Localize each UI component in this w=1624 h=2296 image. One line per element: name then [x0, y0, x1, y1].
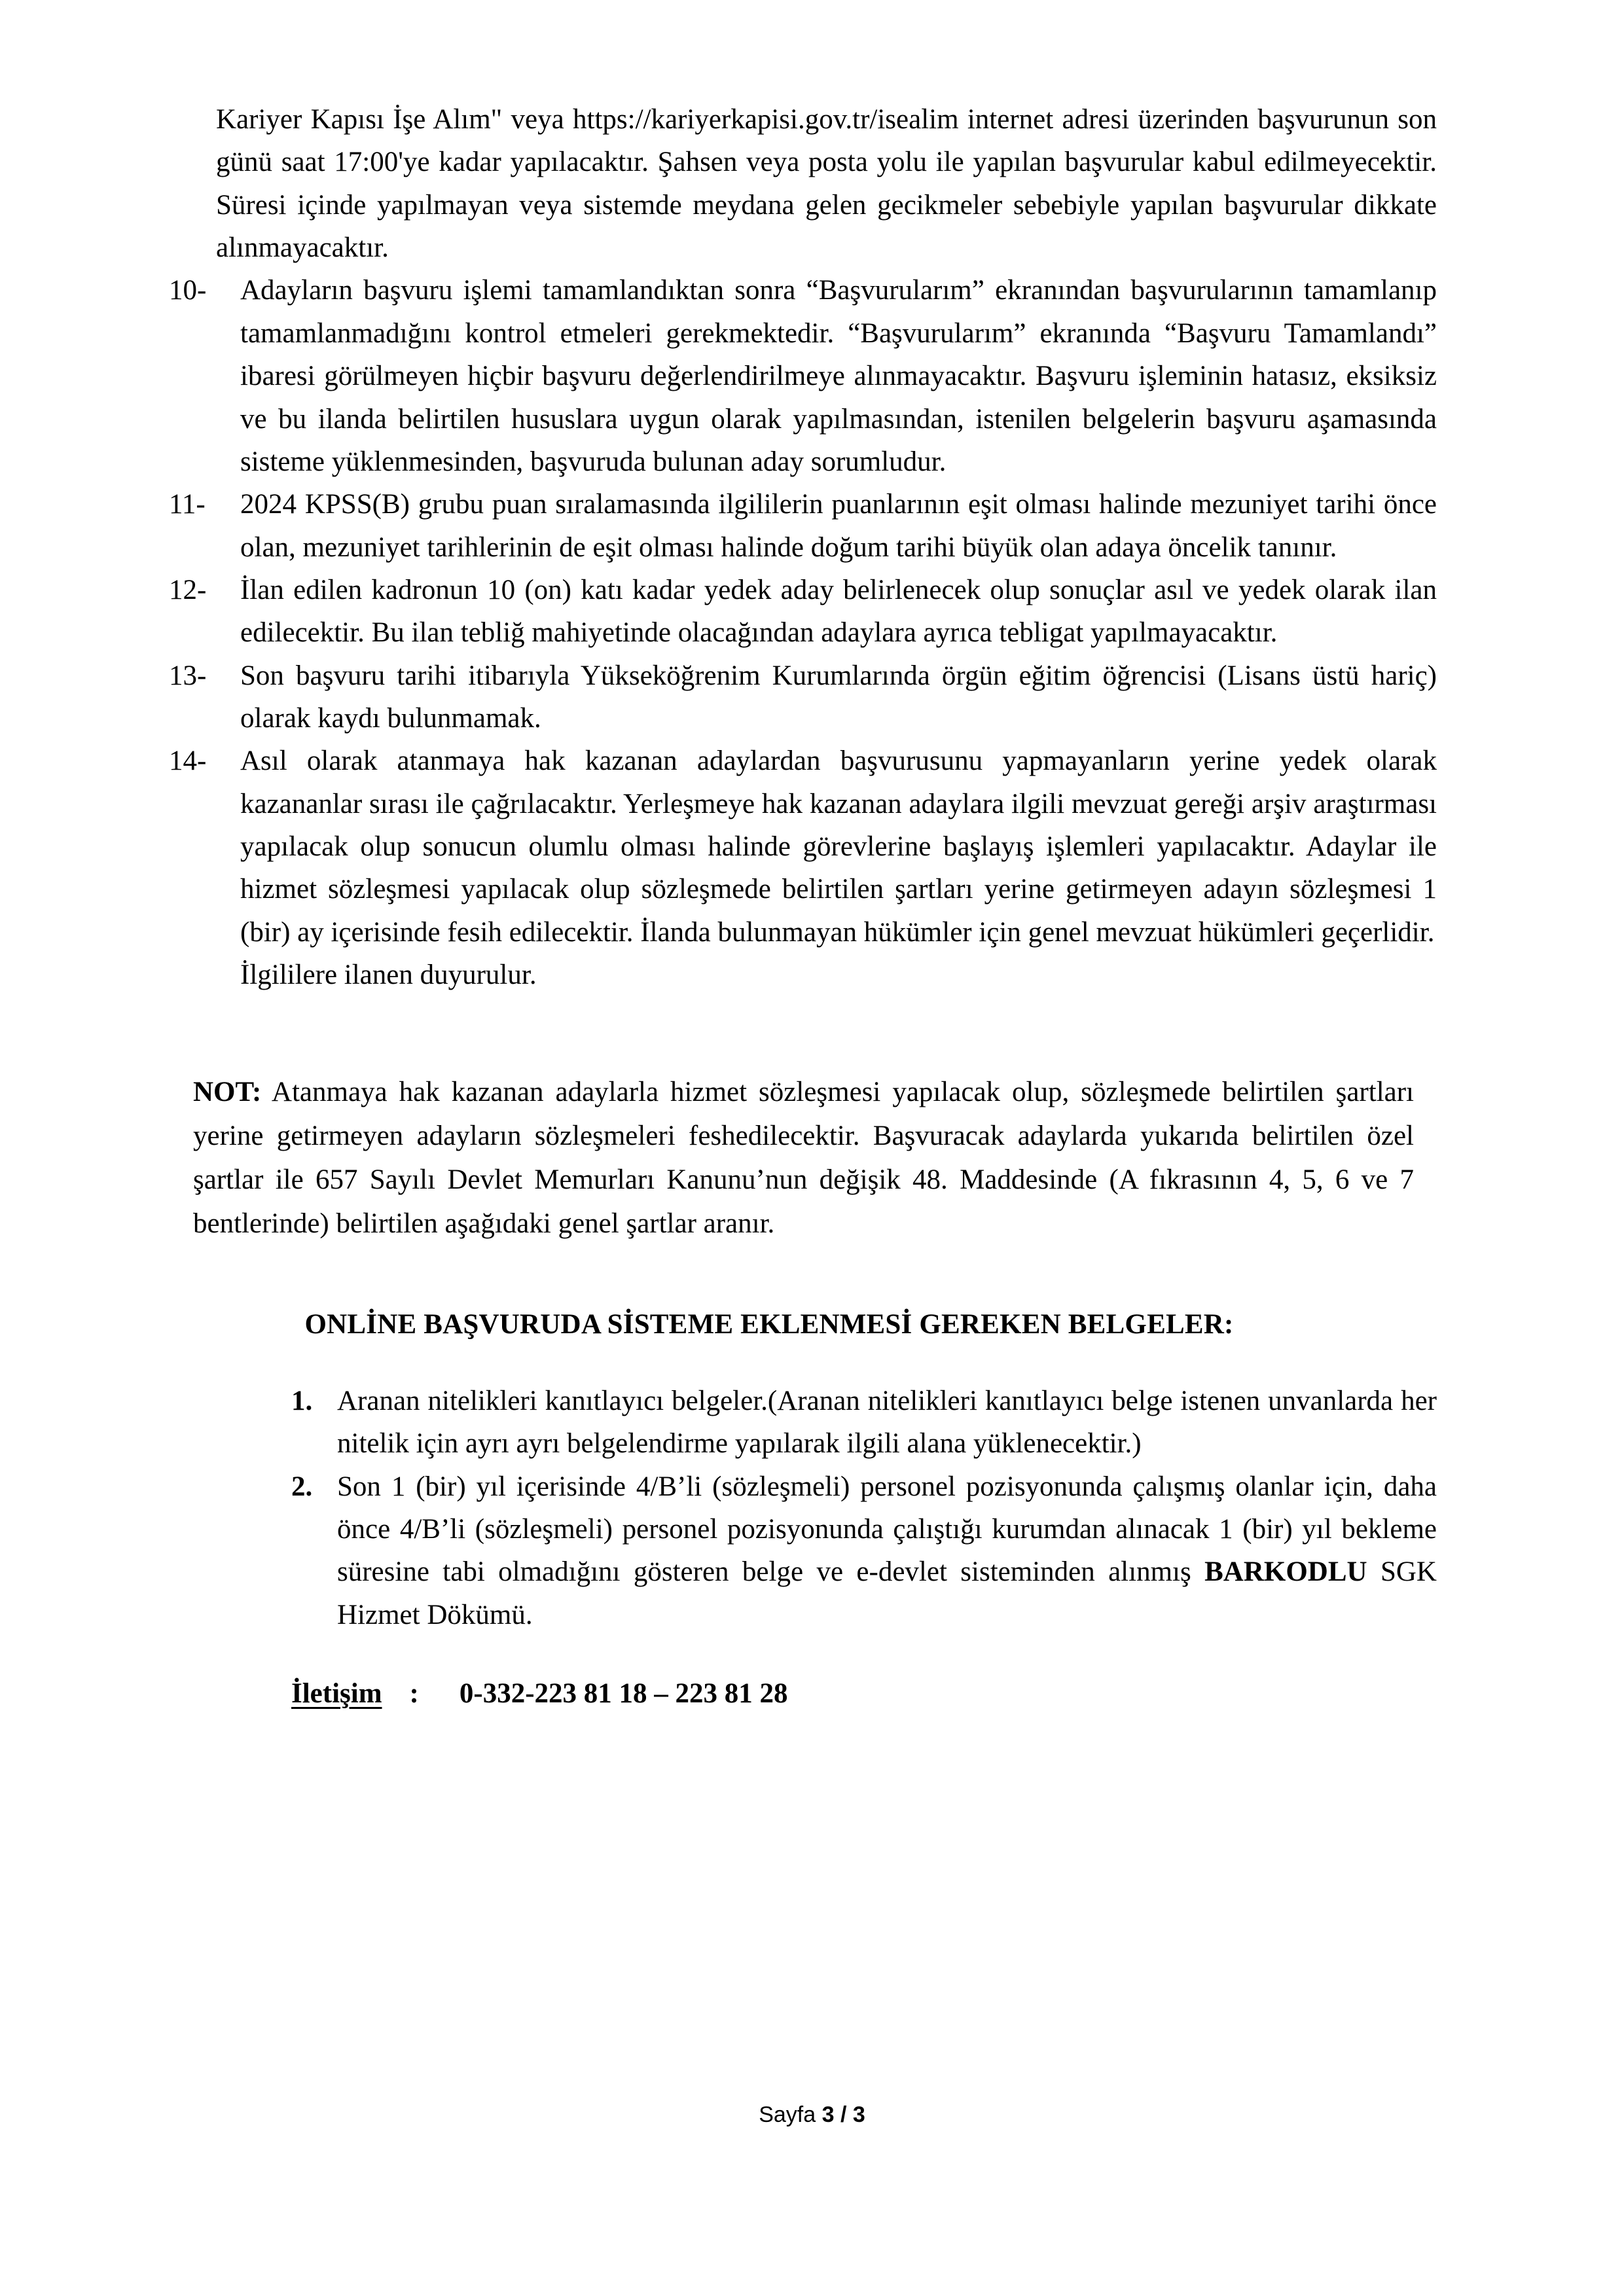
list-item-text: Aranan nitelikleri kanıtlayıcı belgeler.(Aranan nitelikleri kanıtlayıcı belge istenen unvanlarda her nitelik için ayrı ayrı belgelendirme yapılarak ilgili alana yüklenecektir.) — [337, 1385, 1437, 1460]
documents-heading: ONLİNE BAŞVURUDA SİSTEME EKLENMESİ GEREKEN BELGELER: — [304, 1308, 1234, 1340]
footer-prefix: Sayfa — [759, 2102, 822, 2127]
contact-phone-number: 0-332-223 81 18 – 223 81 28 — [459, 1678, 788, 1710]
list-item-text: Son başvuru tarihi itibarıyla Yükseköğrenim Kurumlarında örgün eğitim öğrencisi (Lisans üstü hariç) olarak kaydı bulunmamak. — [240, 660, 1437, 734]
barcoded-emphasis: BARKODLU — [1204, 1556, 1367, 1588]
document-content — [169, 98, 1437, 1715]
list-marker: 11- — [169, 489, 206, 520]
contact-separator: : — [409, 1678, 419, 1710]
list-item — [291, 1465, 1437, 1636]
list-marker: 2. — [291, 1471, 313, 1502]
list-item-text: 2024 KPSS(B) grubu puan sıralamasında ilgililerin puanlarının eşit olması halinde mezuniyet tarihi önce olan, mezuniyet tarihlerinin de eşit olması halinde doğum tarihi büyük olan adaya öncelik tanınır. — [240, 489, 1437, 563]
conditions-list — [169, 269, 1437, 996]
list-marker: 12- — [169, 574, 207, 605]
list-item-text: Adayların başvuru işlemi tamamlandıktan sonra “Başvurularım” ekranından başvurularının tamamlanıp tamamlanmadığını kontrol etmeleri gerekmektedir. “Başvurularım” ekranında “Başvuru Tamamlandı” ibaresi görülmeyen hiçbir başvuru değerlendirilmeye alınmayacaktır. Başvuru işleminin hatasız, eksiksiz ve bu ilanda belirtilen hususlara uygun olarak yapılmasından, istenilen belgelerin başvuru aşamasında sisteme yüklenmesinden, başvuruda bulunan aday sorumludur. — [240, 275, 1437, 477]
note-text: Atanmaya hak kazanan adaylarla hizmet sözleşmesi yapılacak olup, sözleşmede belirtilen şartları yerine getirmeyen adayların sözleşmeleri feshedilecektir. Başvuracak adaylarda yukarıda belirtilen özel şartlar ile 657 Sayılı Devlet Memurları Kanunu’nun değişik 48. Maddesinde (A fıkrasının 4, 5, 6 ve 7 bentlerinde) belirtilen aşağıdaki genel şartlar aranır. — [193, 1076, 1414, 1239]
contact-label: İletişim — [291, 1678, 382, 1710]
list-item — [169, 655, 1437, 740]
note-label: NOT: — [193, 1076, 262, 1107]
list-marker: 1. — [291, 1385, 313, 1416]
footer-page-number: 3 / 3 — [821, 2102, 865, 2127]
list-marker: 14- — [169, 745, 207, 777]
list-marker: 10- — [169, 275, 207, 306]
list-item — [169, 483, 1437, 569]
list-item-text: Asıl olarak atanmaya hak kazanan adaylardan başvurusunu yapmayanların yerine yedek olarak kazananlar sırası ile çağrılacaktır. Yerleşmeye hak kazanan adaylara ilgili mevzuat gereği arşiv araştırması yapılacak olup sonucun olumlu olması halinde görevlerine başlayış işlemleri yapılacaktır. Adaylar ile hizmet sözleşmesi yapılacak olup sözleşmede belirtilen şartları yerine getirmeyen adayın sözleşmesi 1 (bir) ay içerisinde fesih edilecektir. İlanda bulunmayan hükümler için genel mevzuat hükümleri geçerlidir. — [240, 745, 1437, 948]
list-item — [169, 740, 1437, 996]
list-item — [291, 1380, 1437, 1465]
contact-row — [291, 1673, 1437, 1715]
list-item-text-after: SGK Hizmet Dökümü. — [337, 1556, 1437, 1630]
list-item — [169, 269, 1437, 483]
required-documents-list — [193, 1380, 1437, 1636]
note-paragraph — [193, 1070, 1414, 1246]
list-item — [169, 569, 1437, 655]
list-marker: 13- — [169, 660, 207, 691]
page-footer — [0, 2102, 1624, 2128]
intro-paragraph: Kariyer Kapısı İşe Alım" veya https://kariyerkapisi.gov.tr/isealim internet adresi üzerinden başvurunun son günü saat 17:00'ye kadar yapılacaktır. Şahsen veya posta yolu ile yapılan başvurular kabul edilmeyecektir. Süresi içinde yapılmayan veya sistemde meydana gelen gecikmeler sebebiyle yapılan başvurular dikkate alınmayacaktır. — [216, 104, 1437, 264]
closing-line: İlgililere ilanen duyurulur. — [240, 960, 537, 991]
list-item-text: İlan edilen kadronun 10 (on) katı kadar yedek aday belirlenecek olup sonuçlar asıl ve yedek olarak ilan edilecektir. Bu ilan tebliğ mahiyetinde olacağından adaylara ayrıca tebligat yapılmayacaktır. — [240, 574, 1437, 649]
list-item-text-before: Son 1 (bir) yıl içerisinde 4/B’li (sözleşmeli) personel pozisyonunda çalışmış olanlar için, daha önce 4/B’li (sözleşmeli) personel pozisyonunda çalıştığı kurumdan alınacak 1 (bir) yıl bekleme süresine tabi olmadığını gösteren belge ve e-devlet sisteminden alınmış — [337, 1471, 1437, 1588]
